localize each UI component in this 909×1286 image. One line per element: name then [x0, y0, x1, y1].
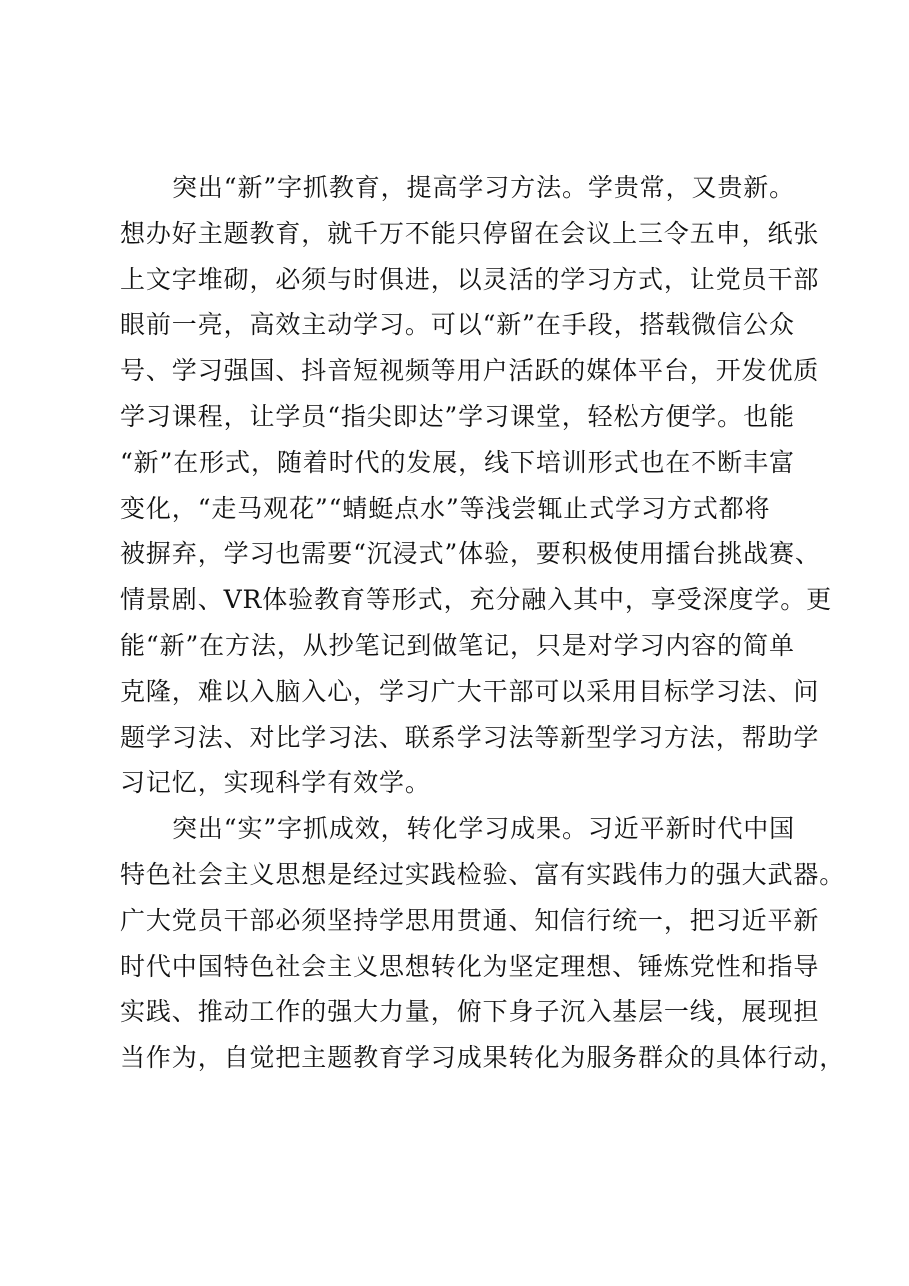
text-line: 突出“实”字抓成效，转化学习成果。习近平新时代中国: [172, 814, 796, 844]
text-line: 眼前一亮，高效主动学习。可以“新”在手段，搭载微信公众: [120, 310, 795, 340]
text-line: 想办好主题教育，就千万不能只停留在会议上三令五申，纸张: [120, 218, 820, 248]
text-line: 能“新”在方法，从抄笔记到做笔记，只是对学习内容的简单: [120, 630, 795, 660]
text-line: 特色社会主义思想是经过实践检验、富有实践伟力的强大武器。: [120, 859, 846, 889]
paragraph-results: [120, 806, 846, 1081]
text-line: 实践、推动工作的强大力量，俯下身子沉入基层一线，展现担: [120, 997, 820, 1027]
text-line: 题学习法、对比学习法、联系学习法等新型学习方法，帮助学: [120, 722, 820, 752]
text-line: 克隆，难以入脑入心，学习广大干部可以采用目标学习法、问: [120, 676, 820, 706]
text-line: 上文字堆砌，必须与时俱进，以灵活的学习方式，让党员干部: [120, 264, 820, 294]
text-line: 广大党员干部必须坚持学思用贯通、知信行统一，把习近平新: [120, 905, 820, 935]
text-line: 突出“新”字抓教育，提高学习方法。学贵常，又贵新。: [172, 173, 796, 202]
text-line: 学习课程，让学员“指尖即达”学习课堂，轻松方便学。也能: [120, 401, 795, 431]
text-line: 当作为，自觉把主题教育学习成果转化为服务群众的具体行动，: [120, 1043, 846, 1073]
text-line: 号、学习强国、抖音短视频等用户活跃的媒体平台，开发优质: [120, 356, 820, 386]
text-line: 情景剧、VR体验教育等形式，充分融入其中，享受深度学。更: [120, 585, 833, 615]
text-line: “新”在形式，随着时代的发展，线下培训形式也在不断丰富: [120, 447, 795, 477]
text-line: 时代中国特色社会主义思想转化为坚定理想、锤炼党性和指导: [120, 951, 820, 981]
paragraph-innovation: [120, 165, 833, 806]
text-line: 被摒弃，学习也需要“沉浸式”体验，要积极使用擂台挑战赛、: [120, 539, 821, 569]
document-body: [120, 165, 846, 1081]
text-line: 变化，“走马观花”“蜻蜓点水”等浅尝辄止式学习方式都将: [120, 493, 771, 523]
text-line: 习记忆，实现科学有效学。: [120, 768, 431, 798]
